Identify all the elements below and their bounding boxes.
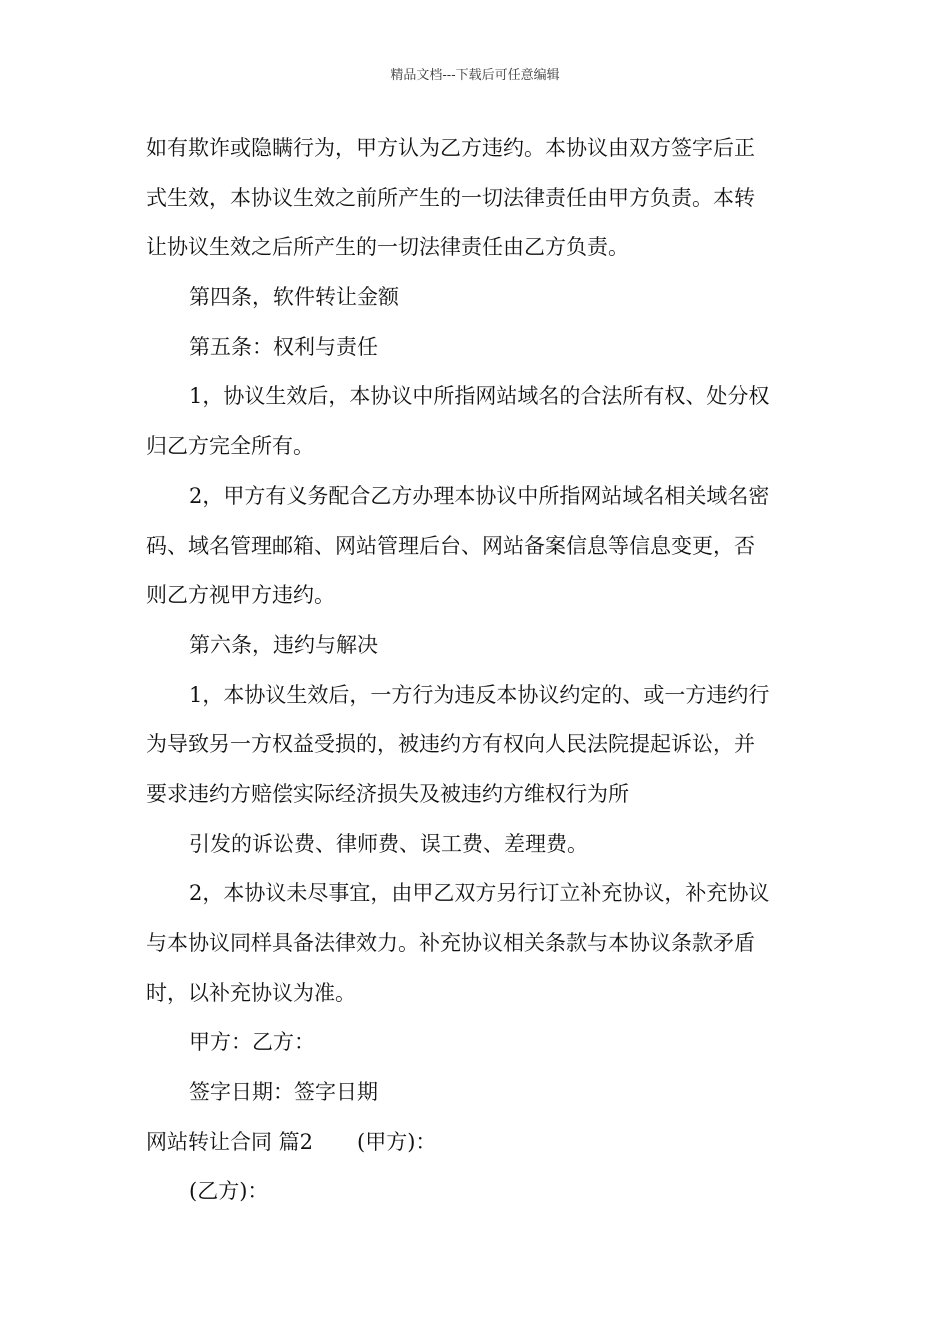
- article-heading: 第四条，软件转让金额: [189, 285, 399, 310]
- section-title-line: [146, 1118, 806, 1168]
- paragraph-line: 与本协议同样具备法律效力。补充协议相关条款与本协议条款矛盾: [146, 931, 755, 955]
- paragraph-line: 归乙方完全所有。: [146, 434, 314, 459]
- page-header: 精品文档---下载后可任意编辑: [390, 68, 560, 83]
- paragraph-line: 则乙方视甲方违约。: [146, 583, 335, 608]
- paragraph-line: 引发的诉讼费、律师费、误工费、差理费。: [189, 831, 588, 856]
- paragraph-line: 让协议生效之后所产生的一切法律责任由乙方负责。: [146, 235, 629, 260]
- party-a-label: (甲方)：: [357, 1129, 437, 1154]
- paragraph-line: 码、域名管理邮箱、网站管理后台、网站备案信息等信息变更，否: [146, 533, 755, 558]
- signature-parties: 甲方：乙方：: [189, 1030, 315, 1055]
- paragraph-line: 2，本协议未尽事宜，由甲乙双方另行订立补充协议，补充协议: [189, 881, 770, 906]
- section-title: 网站转让合同 篇2: [146, 1129, 314, 1154]
- paragraph-line: 为导致另一方权益受损的，被违约方有权向人民法院提起诉讼，并: [146, 732, 755, 757]
- paragraph-line: 如有欺诈或隐瞒行为，甲方认为乙方违约。本协议由双方签字后正: [146, 136, 755, 160]
- signature-dates: 签字日期：签字日期: [189, 1080, 378, 1105]
- document-body: [146, 124, 806, 1217]
- paragraph-line: 时，以补充协议为准。: [146, 980, 356, 1005]
- paragraph-line: 2，甲方有义务配合乙方办理本协议中所指网站域名相关域名密: [189, 483, 770, 508]
- party-b-label: (乙方)：: [189, 1179, 269, 1204]
- article-heading: 第五条：权利与责任: [189, 334, 378, 359]
- article-heading: 第六条，违约与解决: [189, 632, 378, 657]
- paragraph-line: 1，协议生效后，本协议中所指网站域名的合法所有权、处分权: [189, 384, 770, 409]
- paragraph-line: 要求违约方赔偿实际经济损失及被违约方维权行为所: [146, 781, 629, 806]
- paragraph-line: 式生效，本协议生效之前所产生的一切法律责任由甲方负责。本转: [146, 185, 755, 210]
- paragraph-line: 1，本协议生效后，一方行为违反本协议约定的、或一方违约行: [189, 682, 770, 707]
